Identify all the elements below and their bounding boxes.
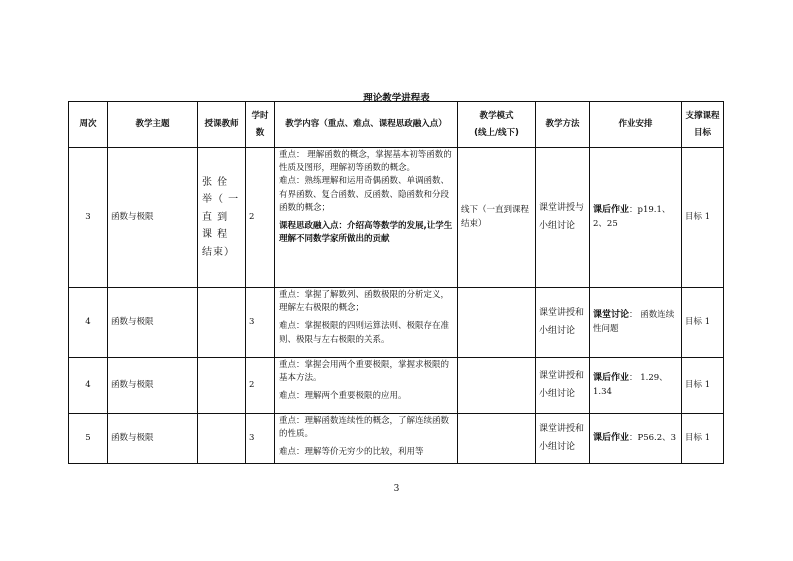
homework-label: 课后作业	[593, 204, 630, 215]
cell-week: 5	[69, 414, 108, 464]
cell-objective: 目标 1	[682, 288, 724, 358]
header-week: 周次	[69, 102, 108, 148]
header-content: 教学内容（重点、难点、课程思政融入点）	[275, 102, 458, 148]
cell-week: 4	[69, 288, 108, 358]
content-difficulties: 难点：熟练理解和运用奇偶函数、单调函数、有界函数、复合函数、反函数、隐函数和分段函数的概念；	[279, 176, 450, 213]
cell-teacher	[198, 358, 246, 414]
cell-hours: 3	[246, 288, 275, 358]
cell-content	[275, 148, 458, 288]
cell-topic: 函数与极限	[108, 414, 198, 464]
table-row	[69, 148, 724, 288]
cell-homework	[590, 288, 682, 358]
cell-teacher: 张 佺 举（ 一 直 到 课 程 结束）	[198, 148, 246, 288]
content-key-points: 重点：掌握了解数列、函数极限的分析定义，理解左右极限的概念；	[279, 290, 450, 314]
cell-objective: 目标 1	[682, 148, 724, 288]
content-key-points: 重点：理解函数连续性的概念，了解连续函数的性质。	[279, 416, 450, 440]
cell-hours: 3	[246, 414, 275, 464]
homework-label: 课堂讨论	[593, 309, 630, 320]
header-topic: 教学主题	[108, 102, 198, 148]
homework-label: 课后作业	[593, 432, 630, 443]
header-mode-line1: 教学模式	[479, 111, 514, 122]
cell-mode: 线下（一直到课程结束）	[458, 148, 536, 288]
teaching-schedule-table	[68, 101, 724, 464]
cell-mode	[458, 288, 536, 358]
cell-topic: 函数与极限	[108, 288, 198, 358]
cell-objective: 目标 1	[682, 414, 724, 464]
cell-topic: 函数与极限	[108, 358, 198, 414]
header-row	[69, 102, 724, 148]
cell-topic: 函数与极限	[108, 148, 198, 288]
cell-method: 课堂讲授与小组讨论	[536, 148, 590, 288]
cell-method: 课堂讲授和小组讨论	[536, 288, 590, 358]
cell-homework	[590, 148, 682, 288]
cell-homework	[590, 414, 682, 464]
cell-week: 3	[69, 148, 108, 288]
content-difficulties: 难点：掌握极限的四则运算法则、极限存在准则、极限与左右极限的关系。	[279, 321, 450, 345]
homework-label: 课后作业	[593, 372, 630, 383]
cell-content	[275, 414, 458, 464]
page-number: 3	[393, 484, 400, 494]
cell-teacher	[198, 288, 246, 358]
table-row	[69, 358, 724, 414]
homework-text: ：p19.1、2、25	[593, 204, 671, 229]
header-teacher: 授课教师	[198, 102, 246, 148]
cell-method: 课堂讲授和小组讨论	[536, 414, 590, 464]
content-difficulties: 难点：理解两个重要极限的应用。	[279, 391, 407, 402]
cell-content	[275, 358, 458, 414]
cell-method: 课堂讲授和小组讨论	[536, 358, 590, 414]
header-homework: 作业安排	[590, 102, 682, 148]
cell-hours: 2	[246, 358, 275, 414]
cell-mode	[458, 414, 536, 464]
table-title: 理论教学进程表	[363, 93, 430, 104]
content-ideology: 课程思政融入点：介绍高等数学的发展,让学生理解不同数学家所做出的贡献	[279, 220, 453, 245]
header-mode	[458, 102, 536, 148]
header-method: 教学方法	[536, 102, 590, 148]
homework-text: ： 1.29、1.34	[593, 372, 668, 397]
content-key-points: 重点：掌握会用两个重要极限，掌握求极限的基本方法。	[279, 360, 450, 384]
header-hours: 学时数	[246, 102, 275, 148]
table-row	[69, 288, 724, 358]
table-row	[69, 414, 724, 464]
content-key-points: 重点： 理解函数的概念，掌握基本初等函数的性质及图形，理解初等函数的概念。	[279, 150, 452, 174]
cell-hours: 2	[246, 148, 275, 288]
homework-text: ： 函数连续性问题	[593, 309, 675, 334]
content-difficulties: 难点：理解等价无穷少的比较，利用等	[279, 447, 424, 458]
header-mode-line2: (线上/线下)	[474, 127, 519, 138]
cell-homework	[590, 358, 682, 414]
cell-objective: 目标 1	[682, 358, 724, 414]
header-objective: 支撑课程目标	[682, 102, 724, 148]
cell-content	[275, 288, 458, 358]
cell-teacher	[198, 414, 246, 464]
cell-week: 4	[69, 358, 108, 414]
homework-text: ：P56.2、3	[629, 432, 677, 443]
cell-mode	[458, 358, 536, 414]
